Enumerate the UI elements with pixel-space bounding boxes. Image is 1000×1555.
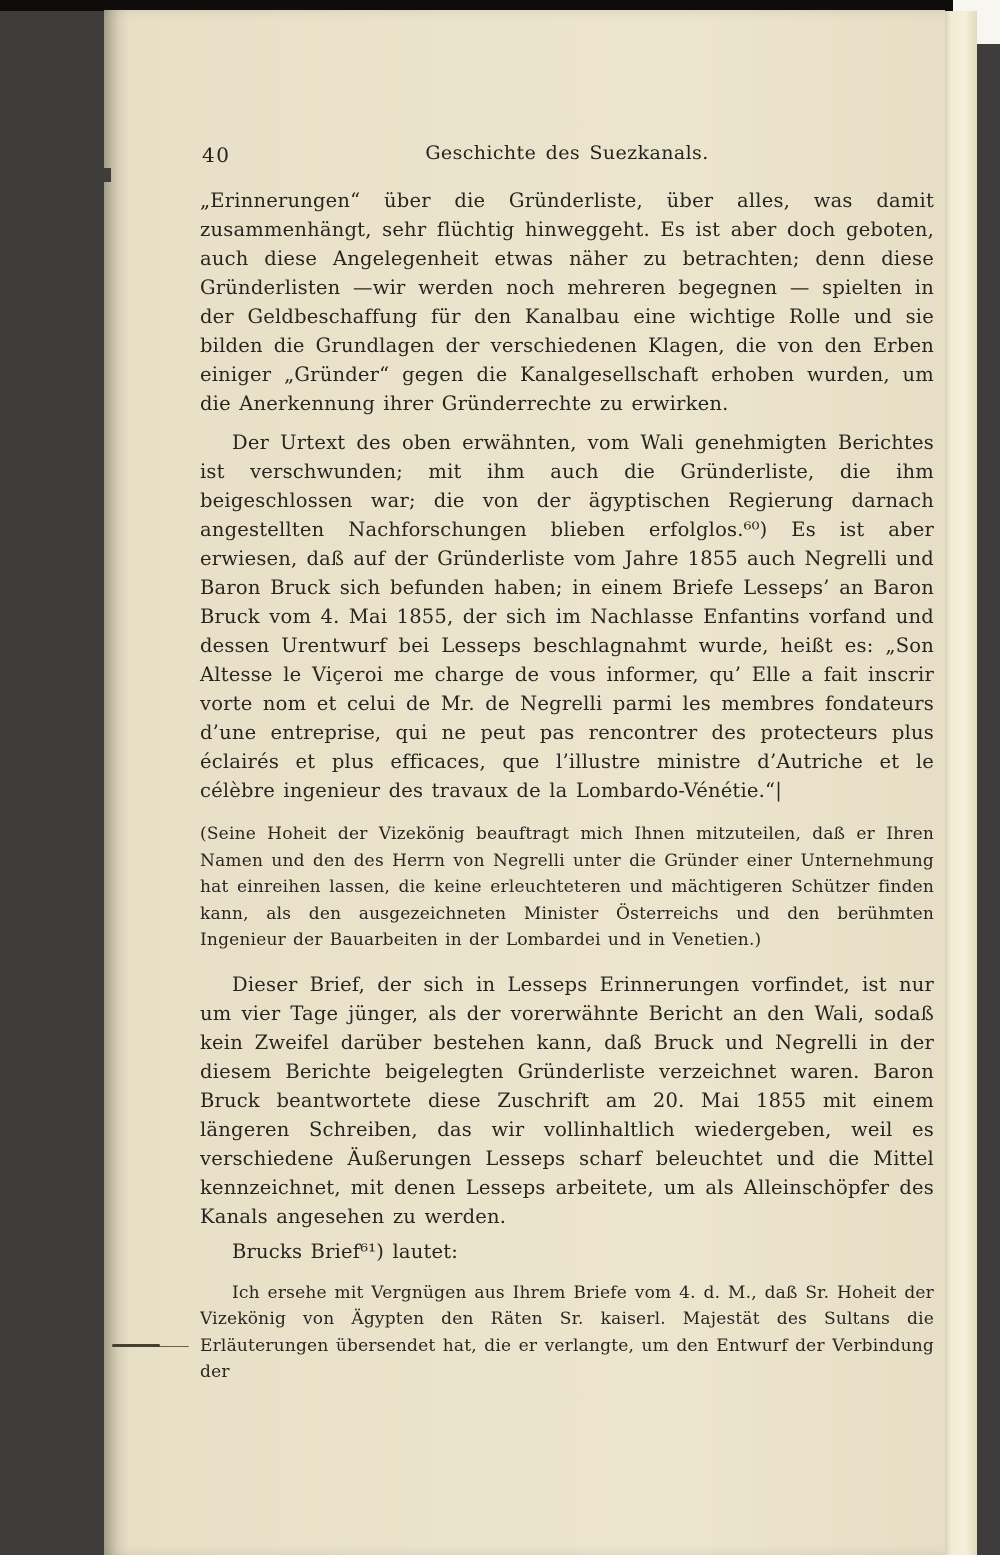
body-paragraph: Dieser Brief, der sich in Lesseps Erinnerungen vorfindet, ist nur um vier Tage jünger, als der vorerwähnte Bericht an den Wali, sodaß kein Zweifel darüber bestehen kann, daß Bruck und Negrelli in der diesem Berichte beigelegten Gründerliste verzeichnet waren. Baron Bruck beantwortete diese Zuschrift am 20. Mai 1855 mit einem längeren Schreiben, das wir vollinhaltlich wiedergeben, weil es verschiedene Äußerungen Lesseps scharf beleuchtet und die Mittel kennzeichnet, mit denen Lesseps arbeitete, um als Alleinschöpfer des Kanals angesehen zu werden. xyxy=(200,972,934,1228)
page-header xyxy=(200,142,934,167)
page-body xyxy=(200,186,934,1386)
adjacent-page-edge xyxy=(945,11,977,1555)
translation-note: (Seine Hoheit der Vizekönig beauftragt mich Ihnen mitzuteilen, daß er Ihren Namen und den des Herrn von Negrelli unter die Gründer einer Unternehmung hat einreihen lassen, die keine erleuchteteren und mächtigeren Schützer finden kann, als den ausgezeichneten Minister Österreichs und den berühmten Ingenieur der Bauarbeiten in der Lombardei und in Venetien.) xyxy=(200,824,934,950)
page-edge-notch xyxy=(104,168,111,182)
letter-intro-line: Brucks Brief⁶¹) lautet: xyxy=(232,1239,459,1263)
scan-smudge-artifact xyxy=(112,1344,160,1347)
letter-excerpt: Ich ersehe mit Vergnügen aus Ihrem Briefe vom 4. d. M., daß Sr. Hoheit der Vizekönig von Ägypten den Räten Sr. kaiserl. Majestät des Sultans die Erläuterungen übersendet hat, die er verlangte, um den Entwurf der Verbindung der xyxy=(200,1282,934,1382)
running-title: Geschichte des Suezkanals. xyxy=(425,142,709,164)
book-page xyxy=(104,10,945,1555)
page-number: 40 xyxy=(202,143,231,167)
body-paragraph: „Erinnerungen“ über die Gründerliste, über alles, was damit zusammenhängt, sehr flüchtig hinweggeht. Es ist aber doch geboten, auch diese Angelegenheit etwas näher zu betrachten; denn diese Gründerlisten —wir werden noch mehreren begegnen — spielten in der Geldbeschaffung für den Kanalbau eine wichtige Rolle und sie bilden die Grundlagen der verschiedenen Klagen, die von den Erben einiger „Gründer“ gegen die Kanalgesellschaft erhoben wurden, um die Anerkennung ihrer Gründerrechte zu erwirken. xyxy=(200,189,934,415)
body-paragraph: Der Urtext des oben erwähnten, vom Wali genehmigten Berichtes ist verschwunden; mit ihm auch die Gründerliste, die ihm beigeschlossen war; die von der ägyptischen Regierung darnach angestellten Nachforschungen blieben erfolglos.⁶⁰) Es ist aber erwiesen, daß auf der Gründerliste vom Jahre 1855 auch Negrelli und Baron Bruck sich befunden haben; in einem Briefe Lesseps’ an Baron Bruck vom 4. Mai 1855, der sich im Nachlasse Enfantins vorfand und dessen Urentwurf bei Lesseps beschlagnahmt wurde, heißt es: „Son Altesse le Viçeroi me charge de vous informer, qu’ Elle a fait inscrir vorte nom et celui de Mr. de Negrelli parmi les membres fondateurs d’une entreprise, qui ne peut pas rencontrer des protecteurs plus éclairés et plus efficaces, que l’illustre ministre d’Autriche et le célèbre ingenieur des travaux de la Lombardo-Vénétie.“| xyxy=(200,431,934,802)
